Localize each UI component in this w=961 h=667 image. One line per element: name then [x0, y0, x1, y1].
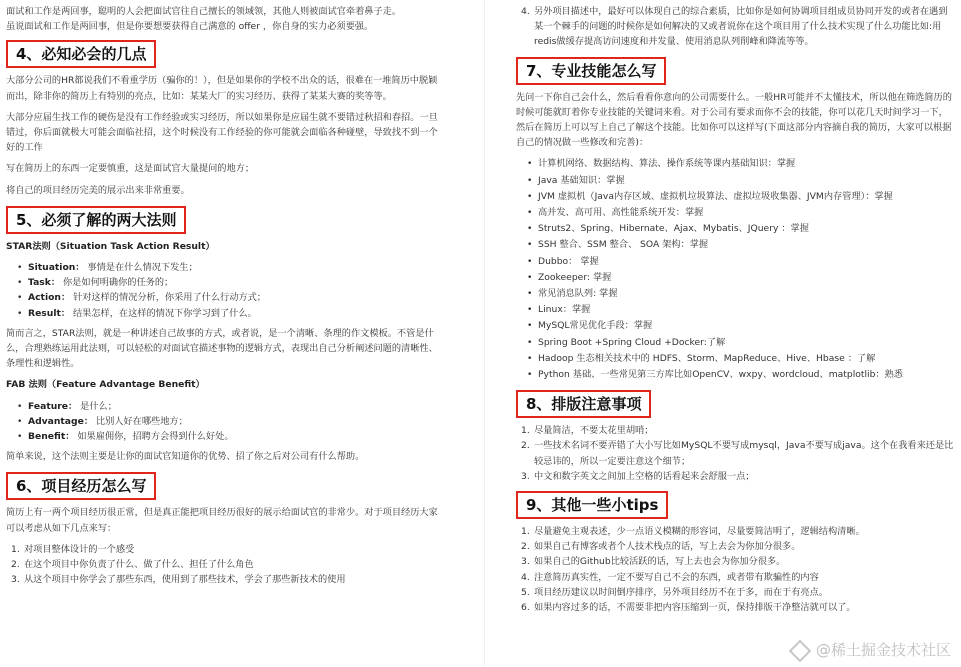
list-item: • Action： 针对这样的情况分析，你采用了什么行动方式； — [28, 290, 438, 305]
section-5-heading: 5、必须了解的两大法则 — [6, 206, 186, 234]
column-divider — [484, 0, 485, 667]
list-item: • 计算机网络、数据结构、算法、操作系统等课内基础知识：掌握 — [538, 156, 956, 172]
star-paragraph: 简而言之，STAR法则，就是一种讲述自己故事的方式，或者说，是一个清晰、条理的作文模板。不管是什么，合理熟练运用此法则，可以轻松的对面试官描述事物的逻辑方式，表现出自己分析阐述问题的清晰性、条理性和逻辑性。 — [6, 327, 438, 370]
section-4-paragraph: 将自己的项目经历完美的展示出来非常重要。 — [6, 184, 190, 196]
list-item: • Result： 结果怎样，在这样的情况下你学习到了什么。 — [28, 306, 438, 321]
skills-list — [516, 156, 956, 383]
list-item: 3. 如果自己的Github比较活跃的话，写上去也会为你加分很多。 — [521, 556, 786, 568]
fab-paragraph: 简单来说，这个法则主要是让你的面试官知道你的优势、招了你之后对公司有什么帮助。 — [6, 451, 365, 463]
section-6-list — [6, 542, 438, 588]
section-4-paragraph: 大部分公司的HR都说我们不看重学历（骗你的！），但是如果你的学校不出众的话，很难在一堆简历中脱颖而出，除非你的简历上有特别的亮点，比如：某某大厂的实习经历、获得了某某大赛的奖等等。 — [6, 75, 438, 102]
list-item: 3. 从这个项目中你学会了那些东西，使用到了那些技术，学会了那些新技术的使用 — [11, 574, 346, 586]
fab-title: FAB 法则（Feature Advantage Benefit） — [6, 379, 205, 391]
list-item: • Zookeeper: 掌握 — [538, 270, 956, 286]
list-item: 5. 项目经历建议以时间倒序排序，另外项目经历不在于多，而在于有亮点。 — [521, 586, 828, 598]
list-item: 4. 注意简历真实性，一定不要写自己不会的东西，或者带有欺骗性的内容 — [521, 571, 819, 583]
right-column — [516, 0, 956, 620]
section-7-heading: 7、专业技能怎么写 — [516, 57, 666, 85]
section-4-paragraph: 大部分应届生找工作的硬伤是没有工作经验或实习经历，所以如果你是应届生就不要错过秋招和春招。一旦错过，你后面就极大可能会面临社招，这个时候没有工作经验的你可能就会面临各种碰壁，导致找不到一个好的工作 — [6, 111, 438, 154]
list-item: • JVM 虚拟机（Java内存区域、虚拟机垃圾算法、虚拟垃圾收集器、JVM内存管理）：掌握 — [538, 189, 956, 205]
list-item: • Python 基础、一些常见第三方库比如OpenCV、wxpy、wordcloud、matplotlib：熟悉 — [538, 367, 956, 383]
list-item: • 常见消息队列: 掌握 — [538, 286, 956, 302]
list-item: 4. 另外项目描述中，最好可以体现自己的综合素质，比如你是如何协调项目组成员协同开发的或者在遇到某一个棘手的问题的时候你是如何解决的又或者说你在这个项目用了什么技术实现了什么功能比如:用redis做缓存提高访问速度和并发量、使用消息队列削峰和降流等等。 — [521, 6, 948, 48]
list-item: • Dubbo： 掌握 — [538, 254, 956, 270]
list-item: • Situation： 事情是在什么情况下发生； — [28, 260, 438, 275]
section-8-list — [516, 423, 956, 484]
intro-paragraph: 面试和工作是两回事，聪明的人会把面试官往自己擅长的领域领，其他人则被面试官牵着鼻子走。 虽说面试和工作是两回事，但是你要想要获得自己满意的 offer ，你自身的实力必须要强。 — [6, 6, 402, 33]
section-9-heading: 9、其他一些小tips — [516, 491, 668, 519]
list-item: • Spring Boot +Spring Cloud +Docker:了解 — [538, 335, 956, 351]
list-item: • 高并发、高可用、高性能系统开发：掌握 — [538, 205, 956, 221]
list-item: 2. 一些技术名词不要弄错了大小写比如MySQL不要写成mysql，Java不要写成java。这个在我看来还是比较忌讳的，所以一定要注意这个细节； — [521, 440, 954, 467]
list-item: • SSH 整合、SSM 整合、 SOA 架构：掌握 — [538, 237, 956, 253]
list-item: 1. 尽量避免主观表述，少一点语义模糊的形容词，尽量要简洁明了，逻辑结构清晰。 — [521, 526, 865, 538]
list-item: • MySQL常见优化手段：掌握 — [538, 318, 956, 334]
list-item: • Feature： 是什么； — [28, 399, 438, 414]
section-9-list — [516, 524, 956, 615]
list-item: 2. 如果自己有博客或者个人技术栈点的话，写上去会为你加分很多。 — [521, 541, 801, 553]
project-list-continued — [516, 4, 956, 50]
section-4-heading: 4、必知必会的几点 — [6, 40, 156, 68]
list-item: 6. 如果内容过多的话，不需要非把内容压缩到一页，保持排版干净整洁就可以了。 — [521, 602, 856, 614]
star-title: STAR法则（Situation Task Action Result） — [6, 240, 215, 252]
list-item: • Struts2、Spring、Hibernate、Ajax、Mybatis、JQuery ：掌握 — [538, 221, 956, 237]
section-6-heading: 6、项目经历怎么写 — [6, 472, 156, 500]
list-item: • Hadoop 生态相关技术中的 HDFS、Storm、MapReduce、Hive、Hbase ：了解 — [538, 351, 956, 367]
list-item: • Task： 你是如何明确你的任务的； — [28, 275, 438, 290]
list-item: 1. 对项目整体设计的一个感受 — [11, 543, 135, 555]
list-item: • Linux：掌握 — [538, 302, 956, 318]
list-item: • Advantage： 比别人好在哪些地方； — [28, 414, 438, 429]
star-list — [6, 260, 438, 321]
section-8-heading: 8、排版注意事项 — [516, 390, 651, 418]
list-item: 2. 在这个项目中你负责了什么、做了什么、担任了什么角色 — [11, 559, 254, 571]
list-item: 1. 尽量简洁，不要太花里胡哨； — [521, 425, 654, 437]
list-item: 3. 中文和数字英文之间加上空格的话看起来会舒服一点； — [521, 470, 755, 482]
section-4-paragraph: 写在简历上的东西一定要慎重，这是面试官大量提问的地方； — [6, 163, 255, 175]
left-column — [6, 0, 438, 592]
section-6-paragraph: 简历上有一两个项目经历很正常，但是真正能把项目经历很好的展示给面试官的非常少。对于项目经历大家可以考虑从如下几点来写： — [6, 507, 438, 534]
list-item: • Benefit： 如果雇佣你，招聘方会得到什么好处。 — [28, 429, 438, 444]
watermark: @稀土掘金技术社区 — [792, 643, 951, 659]
juejin-logo-icon — [789, 640, 812, 663]
section-7-paragraph: 先问一下你自己会什么，然后看看你意向的公司需要什么。一般HR可能并不太懂技术，所以他在筛选简历的时候可能就盯着你专业技能的关键词来看。对于公司有要求而你不会的技能，你可以花几天时间学习一下，然后在简历上可以写上自己了解这个技能。比如你可以这样写(下面这部分内容摘自我的简历，大家可以根据自己的情况做一些修改和完善)： — [516, 91, 952, 149]
fab-list — [6, 399, 438, 445]
list-item: • Java 基础知识：掌握 — [538, 173, 956, 189]
